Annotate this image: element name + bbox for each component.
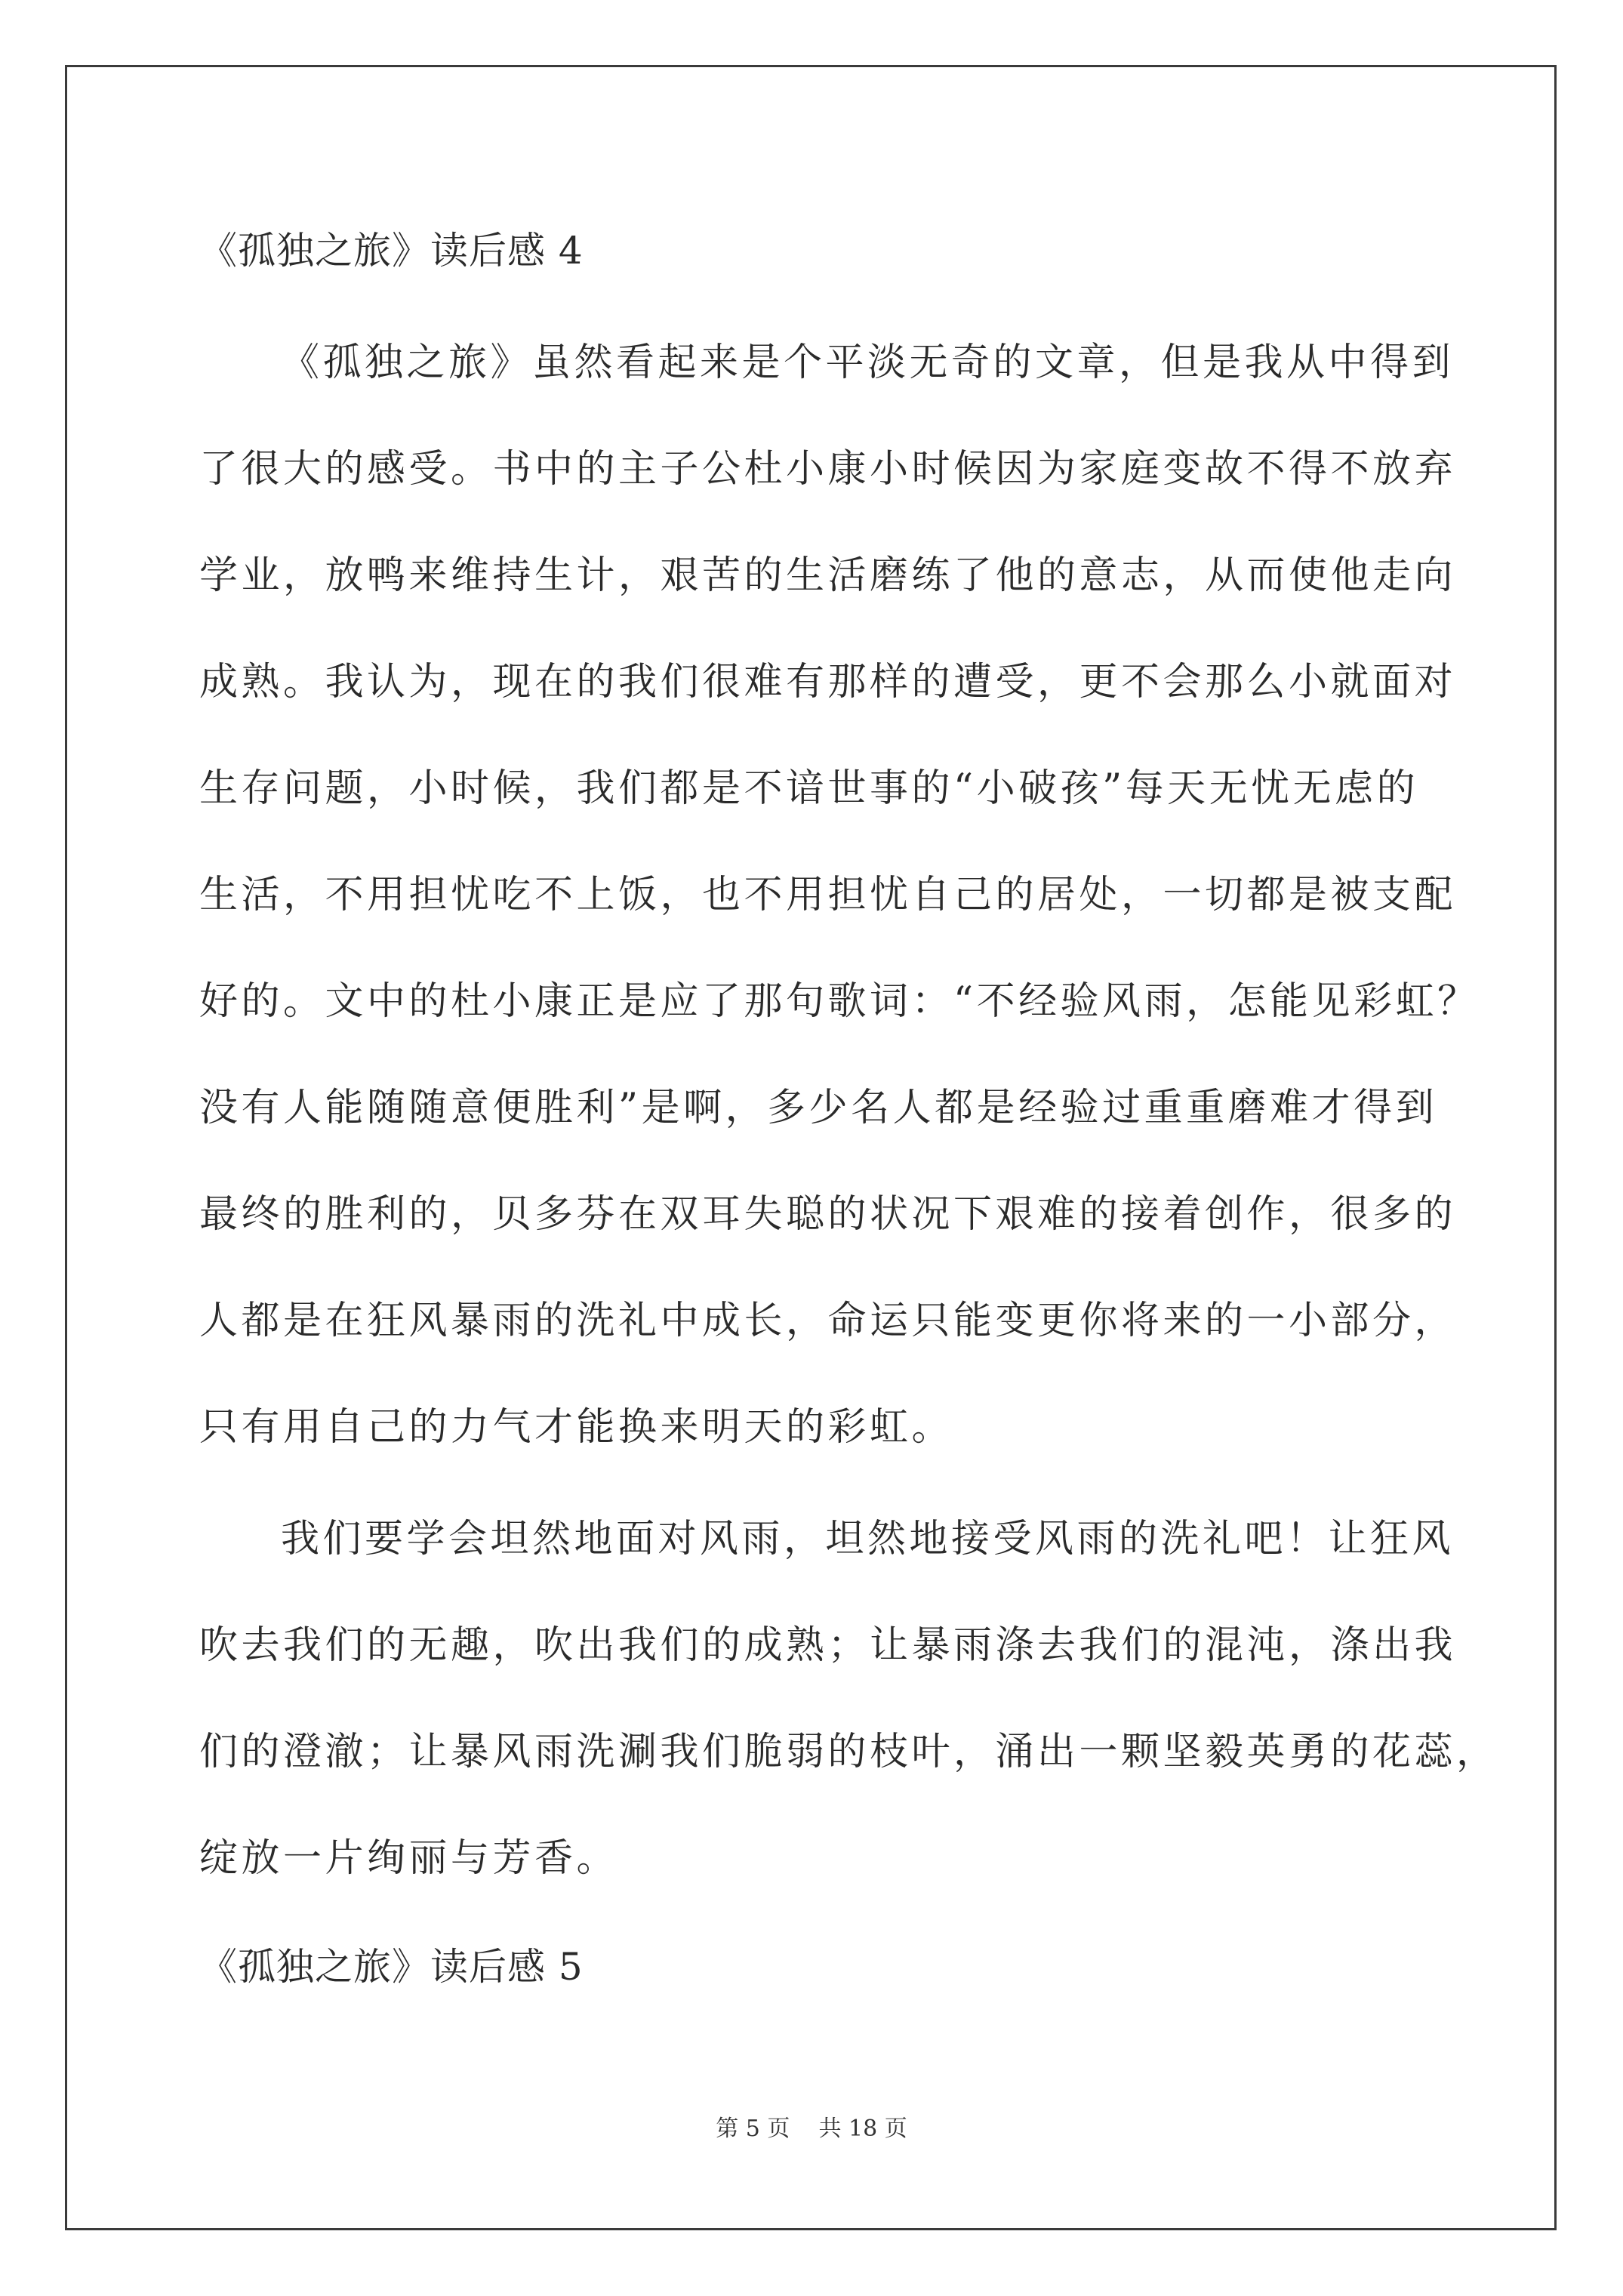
page-number: 第 5 页 共 18 页 [716, 2116, 907, 2142]
paragraph-line: 生活，不用担忧吃不上饭，也不用担忧自己的居处，一切都是被支配 [199, 873, 1457, 917]
paragraph-line: 生存问题，小时候，我们都是不谙世事的“小破孩”每天无忧无虑的 [199, 766, 1419, 811]
paragraph-line: 了很大的感受。书中的主子公杜小康小时候因为家庭变故不得不放弃 [199, 447, 1457, 492]
paragraph-line: 吹去我们的无趣，吹出我们的成熟；让暴雨涤去我们的混沌，涤出我 [199, 1623, 1457, 1668]
paragraph-line: 《孤独之旅》虽然看起来是个平淡无奇的文章，但是我从中得到 [281, 341, 1455, 385]
paragraph-line: 没有人能随随意便胜利”是啊，多少名人都是经验过重重磨难才得到 [199, 1086, 1438, 1130]
paragraph-line: 们的澄澈；让暴风雨洗涮我们脆弱的枝叶，涌出一颗坚毅英勇的花蕊， [199, 1730, 1498, 1774]
paragraph-line: 只有用自己的力气才能换来明天的彩虹。 [199, 1405, 954, 1450]
section-heading-4: 《孤独之旅》读后感 4 [199, 229, 584, 273]
paragraph-line: 成熟。我认为，现在的我们很难有那样的遭受，更不会那么小就面对 [199, 660, 1457, 704]
paragraph-line: 好的。文中的杜小康正是应了那句歌词：“不经验风雨，怎能见彩虹？ [199, 979, 1480, 1024]
paragraph-line: 绽放一片绚丽与芳香。 [199, 1836, 619, 1881]
section-heading-5: 《孤独之旅》读后感 5 [199, 1945, 584, 1989]
paragraph-line: 我们要学会坦然地面对风雨，坦然地接受风雨的洗礼吧！让狂风 [281, 1517, 1455, 1561]
paragraph-line: 学业，放鸭来维持生计，艰苦的生活磨练了他的意志，从而使他走向 [199, 553, 1457, 598]
page-border [65, 65, 1557, 2230]
paragraph-line: 人都是在狂风暴雨的洗礼中成长，命运只能变更你将来的一小部分， [199, 1299, 1457, 1343]
paragraph-line: 最终的胜利的，贝多芬在双耳失聪的状况下艰难的接着创作，很多的 [199, 1192, 1457, 1237]
